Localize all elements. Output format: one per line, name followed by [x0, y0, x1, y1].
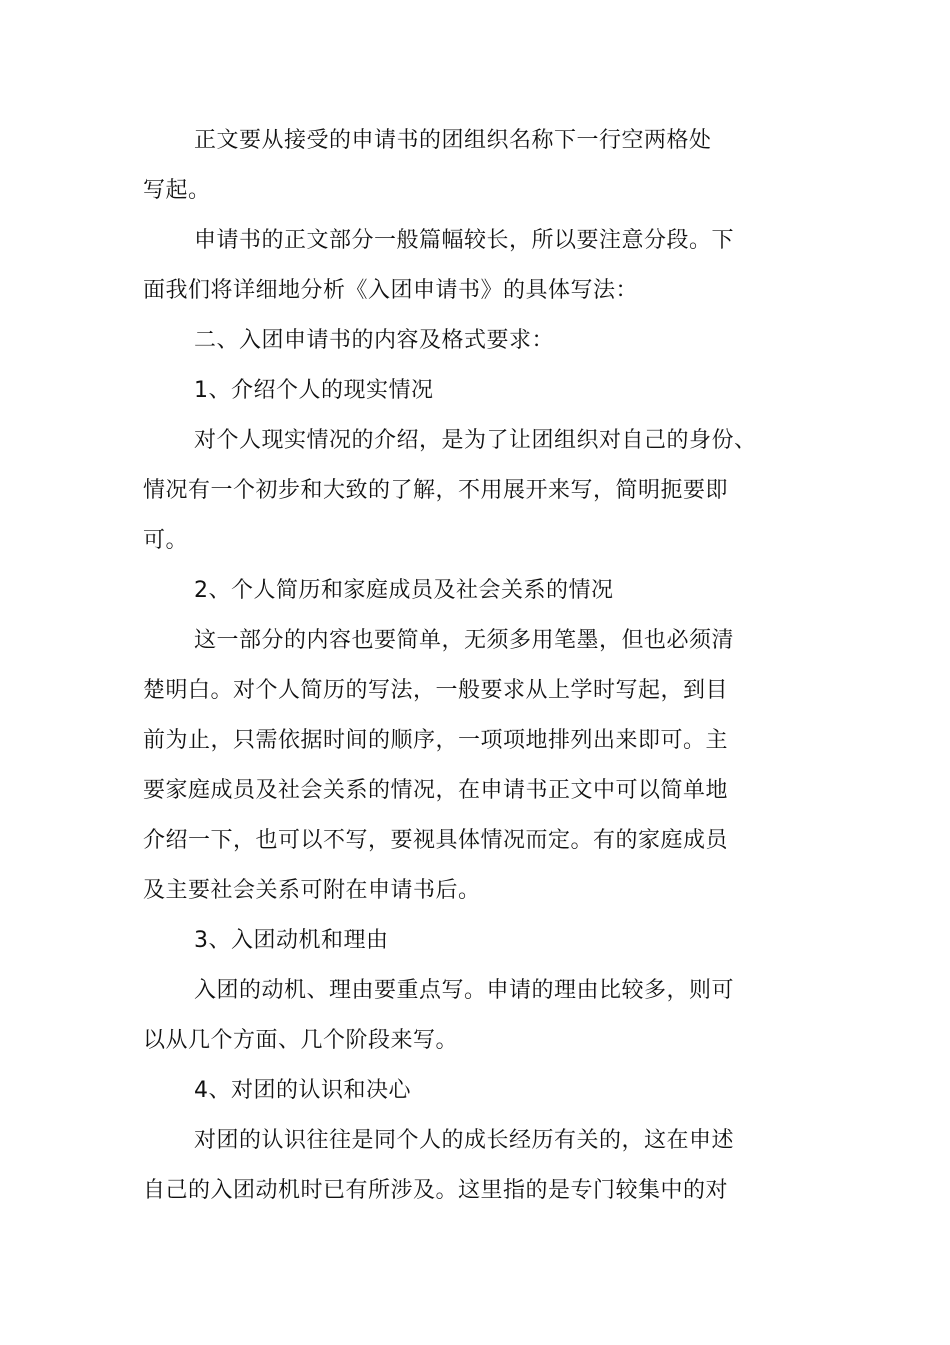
text-line: 对团的认识往往是同个人的成长经历有关的，这在申述	[194, 1128, 735, 1153]
document-body	[143, 116, 768, 1216]
subsection-heading: 4、对团的认识和决心	[194, 1078, 411, 1103]
text-line: 对个人现实情况的介绍，是为了让团组织对自己的身份、	[194, 428, 757, 453]
subsection-heading: 2、个人简历和家庭成员及社会关系的情况	[194, 578, 614, 603]
text-line: 写起。	[143, 178, 211, 203]
text-line: 要家庭成员及社会关系的情况，在申请书正文中可以简单地	[143, 778, 729, 803]
text-line: 可。	[143, 528, 189, 553]
text-line: 介绍一下，也可以不写，要视具体情况而定。有的家庭成员	[143, 828, 729, 853]
text-line: 申请书的正文部分一般篇幅较长，所以要注意分段。下	[194, 228, 735, 253]
text-line: 前为止，只需依据时间的顺序，一项项地排列出来即可。主	[143, 728, 729, 753]
text-line: 情况有一个初步和大致的了解，不用展开来写，简明扼要即	[143, 478, 729, 503]
text-line: 及主要社会关系可附在申请书后。	[143, 878, 481, 903]
text-line: 正文要从接受的申请书的团组织名称下一行空两格处	[194, 128, 712, 153]
subsection-heading: 1、介绍个人的现实情况	[194, 378, 434, 403]
subsection-heading: 3、入团动机和理由	[194, 928, 389, 953]
text-line: 这一部分的内容也要简单，无须多用笔墨，但也必须清	[194, 628, 735, 653]
text-line: 楚明白。对个人简历的写法，一般要求从上学时写起，到目	[143, 678, 729, 703]
text-line: 面我们将详细地分析《入团申请书》的具体写法：	[143, 278, 639, 303]
text-line: 自己的入团动机时已有所涉及。这里指的是专门较集中的对	[143, 1178, 729, 1203]
section-heading: 二、入团申请书的内容及格式要求：	[194, 328, 555, 353]
text-line: 入团的动机、理由要重点写。申请的理由比较多，则可	[194, 978, 735, 1003]
text-line: 以从几个方面、几个阶段来写。	[143, 1028, 459, 1053]
